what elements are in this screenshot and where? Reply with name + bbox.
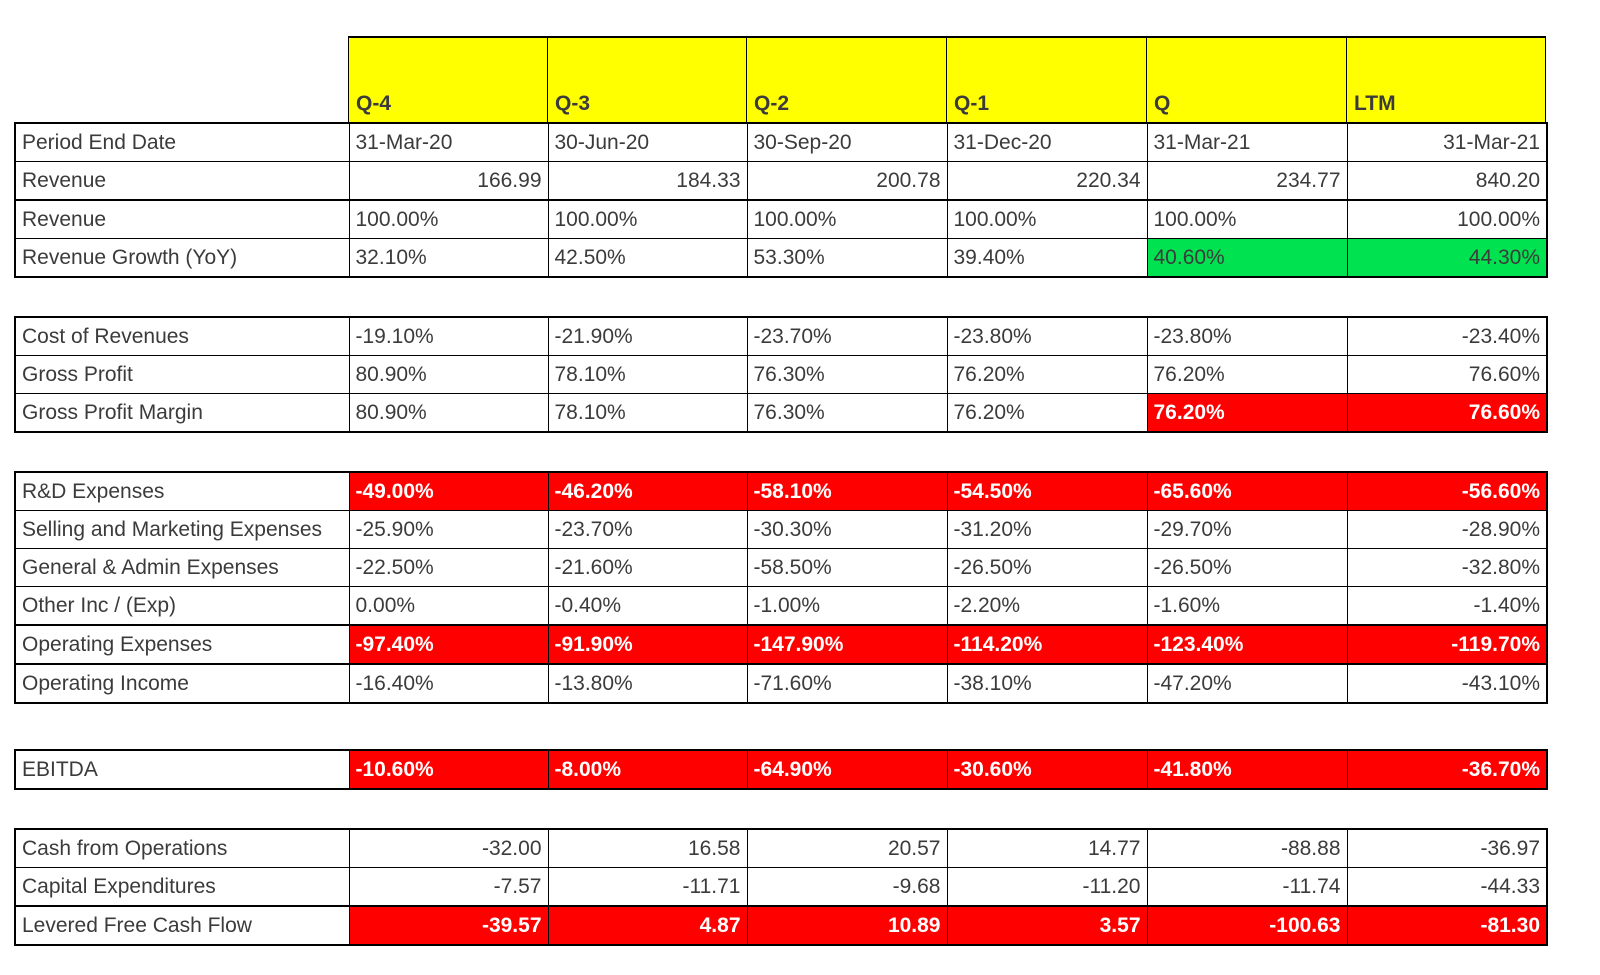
- table-cell: -26.50%: [947, 549, 1147, 587]
- table-cell: 184.33: [548, 162, 747, 201]
- row-label: General & Admin Expenses: [15, 549, 349, 587]
- column-header-ltm: LTM: [1346, 36, 1546, 122]
- column-header-q-4: Q-4: [348, 36, 547, 122]
- table-cell: 31-Mar-21: [1347, 123, 1547, 162]
- table-row: [15, 317, 1547, 356]
- table-cell: -23.70%: [747, 317, 947, 356]
- table-cell: 0.00%: [349, 587, 548, 626]
- table-cell: 76.20%: [1147, 356, 1347, 394]
- block-operating-expenses-total: [14, 624, 1548, 665]
- table-cell: -1.00%: [747, 587, 947, 626]
- table-cell: -71.60%: [747, 664, 947, 703]
- table-cell: -21.60%: [548, 549, 747, 587]
- table-cell: -100.63: [1147, 906, 1347, 945]
- table-cell: 3.57: [947, 906, 1147, 945]
- table-cell: -29.70%: [1147, 511, 1347, 549]
- table-cell: -49.00%: [349, 472, 548, 511]
- table-cell: -119.70%: [1347, 625, 1547, 664]
- table-cell: 76.20%: [947, 356, 1147, 394]
- table-cell: 234.77: [1147, 162, 1347, 201]
- table-cell: -11.71: [548, 868, 747, 907]
- table-cell: -65.60%: [1147, 472, 1347, 511]
- table-cell: 200.78: [747, 162, 947, 201]
- table-cell: 80.90%: [349, 394, 548, 433]
- table-cell: -58.10%: [747, 472, 947, 511]
- block-period-and-revenue: [14, 122, 1548, 201]
- table-cell: 32.10%: [349, 239, 548, 278]
- table-cell: -114.20%: [947, 625, 1147, 664]
- table-row: [15, 472, 1547, 511]
- column-header-row: [14, 36, 1546, 122]
- row-label: Revenue: [15, 200, 349, 239]
- row-label: R&D Expenses: [15, 472, 349, 511]
- column-header-q: Q: [1146, 36, 1346, 122]
- row-label: Gross Profit: [15, 356, 349, 394]
- row-label: Other Inc / (Exp): [15, 587, 349, 626]
- table-cell: 30-Sep-20: [747, 123, 947, 162]
- column-header-q-1: Q-1: [946, 36, 1146, 122]
- block-operating-income: [14, 663, 1548, 704]
- table-row: [15, 549, 1547, 587]
- table-cell: 14.77: [947, 829, 1147, 868]
- table-cell: 30-Jun-20: [548, 123, 747, 162]
- table-cell: -91.90%: [548, 625, 747, 664]
- table-row: [15, 239, 1547, 278]
- table-row: [15, 750, 1547, 789]
- table-row: [15, 356, 1547, 394]
- table-cell: -147.90%: [747, 625, 947, 664]
- table-row: [15, 625, 1547, 664]
- table-cell: -46.20%: [548, 472, 747, 511]
- column-header-q-3: Q-3: [547, 36, 746, 122]
- table-cell: -30.60%: [947, 750, 1147, 789]
- block-gross-profit: [14, 316, 1548, 433]
- table-cell: 76.60%: [1347, 356, 1547, 394]
- table-row: [15, 587, 1547, 626]
- table-cell: -36.97: [1347, 829, 1547, 868]
- row-label: Revenue Growth (YoY): [15, 239, 349, 278]
- table-cell: 100.00%: [548, 200, 747, 239]
- table-cell: 31-Mar-20: [349, 123, 548, 162]
- table-cell: 20.57: [747, 829, 947, 868]
- table-cell: -32.80%: [1347, 549, 1547, 587]
- table-cell: -39.57: [349, 906, 548, 945]
- table-cell: -23.80%: [947, 317, 1147, 356]
- table-cell: 76.30%: [747, 356, 947, 394]
- table-row: [15, 200, 1547, 239]
- row-label: Revenue: [15, 162, 349, 201]
- table-cell: -13.80%: [548, 664, 747, 703]
- table-cell: 76.30%: [747, 394, 947, 433]
- table-cell: -41.80%: [1147, 750, 1347, 789]
- table-cell: 166.99: [349, 162, 548, 201]
- table-cell: -25.90%: [349, 511, 548, 549]
- table-cell: 39.40%: [947, 239, 1147, 278]
- table-cell: -44.33: [1347, 868, 1547, 907]
- row-label: Operating Expenses: [15, 625, 349, 664]
- table-cell: -31.20%: [947, 511, 1147, 549]
- table-cell: -11.74: [1147, 868, 1347, 907]
- table-cell: 10.89: [747, 906, 947, 945]
- table-cell: -47.20%: [1147, 664, 1347, 703]
- row-label: EBITDA: [15, 750, 349, 789]
- table-cell: -8.00%: [548, 750, 747, 789]
- table-cell: -16.40%: [349, 664, 548, 703]
- table-cell: -19.10%: [349, 317, 548, 356]
- table-cell: -26.50%: [1147, 549, 1347, 587]
- table-cell: -123.40%: [1147, 625, 1347, 664]
- table-row: [15, 906, 1547, 945]
- block-cash-flow: [14, 828, 1548, 907]
- table-row: [15, 162, 1547, 201]
- table-cell: 76.20%: [947, 394, 1147, 433]
- table-cell: 76.60%: [1347, 394, 1547, 433]
- table-cell: 840.20: [1347, 162, 1547, 201]
- table-cell: -0.40%: [548, 587, 747, 626]
- table-cell: -81.30: [1347, 906, 1547, 945]
- table-cell: -23.40%: [1347, 317, 1547, 356]
- table-row: [15, 868, 1547, 907]
- table-cell: 53.30%: [747, 239, 947, 278]
- row-label: Period End Date: [15, 123, 349, 162]
- table-cell: 16.58: [548, 829, 747, 868]
- table-row: [15, 511, 1547, 549]
- table-cell: -58.50%: [747, 549, 947, 587]
- table-cell: 78.10%: [548, 394, 747, 433]
- table-cell: 100.00%: [1147, 200, 1347, 239]
- row-label: Levered Free Cash Flow: [15, 906, 349, 945]
- table-cell: 78.10%: [548, 356, 747, 394]
- table-cell: -11.20: [947, 868, 1147, 907]
- table-cell: -2.20%: [947, 587, 1147, 626]
- header-spacer: [14, 36, 348, 122]
- table-cell: 100.00%: [349, 200, 548, 239]
- table-row: [15, 664, 1547, 703]
- table-cell: 44.30%: [1347, 239, 1547, 278]
- table-row: [15, 123, 1547, 162]
- table-cell: -56.60%: [1347, 472, 1547, 511]
- column-header-q-2: Q-2: [746, 36, 946, 122]
- financial-statement-table: [14, 36, 1546, 946]
- table-cell: -38.10%: [947, 664, 1147, 703]
- block-revenue-percent: [14, 199, 1548, 278]
- row-label: Selling and Marketing Expenses: [15, 511, 349, 549]
- table-cell: -64.90%: [747, 750, 947, 789]
- table-cell: 80.90%: [349, 356, 548, 394]
- table-cell: -28.90%: [1347, 511, 1547, 549]
- table-cell: -1.60%: [1147, 587, 1347, 626]
- table-cell: -23.70%: [548, 511, 747, 549]
- table-cell: -30.30%: [747, 511, 947, 549]
- row-label: Capital Expenditures: [15, 868, 349, 907]
- table-row: [15, 394, 1547, 433]
- table-row: [15, 829, 1547, 868]
- table-cell: 40.60%: [1147, 239, 1347, 278]
- table-cell: -1.40%: [1347, 587, 1547, 626]
- table-cell: -54.50%: [947, 472, 1147, 511]
- table-cell: -32.00: [349, 829, 548, 868]
- table-cell: -21.90%: [548, 317, 747, 356]
- block-operating-expenses-detail: [14, 471, 1548, 626]
- table-cell: -23.80%: [1147, 317, 1347, 356]
- table-cell: 4.87: [548, 906, 747, 945]
- table-cell: -10.60%: [349, 750, 548, 789]
- table-cell: 31-Dec-20: [947, 123, 1147, 162]
- block-ebitda: [14, 749, 1548, 790]
- row-label: Gross Profit Margin: [15, 394, 349, 433]
- table-cell: 76.20%: [1147, 394, 1347, 433]
- table-cell: -88.88: [1147, 829, 1347, 868]
- table-cell: -43.10%: [1347, 664, 1547, 703]
- row-label: Operating Income: [15, 664, 349, 703]
- table-cell: 100.00%: [747, 200, 947, 239]
- block-levered-free-cash-flow: [14, 905, 1548, 946]
- table-cell: -7.57: [349, 868, 548, 907]
- table-cell: -36.70%: [1347, 750, 1547, 789]
- table-cell: 42.50%: [548, 239, 747, 278]
- table-cell: -22.50%: [349, 549, 548, 587]
- row-label: Cash from Operations: [15, 829, 349, 868]
- table-cell: 31-Mar-21: [1147, 123, 1347, 162]
- table-cell: 100.00%: [947, 200, 1147, 239]
- table-cell: -97.40%: [349, 625, 548, 664]
- table-cell: -9.68: [747, 868, 947, 907]
- table-cell: 100.00%: [1347, 200, 1547, 239]
- row-label: Cost of Revenues: [15, 317, 349, 356]
- table-cell: 220.34: [947, 162, 1147, 201]
